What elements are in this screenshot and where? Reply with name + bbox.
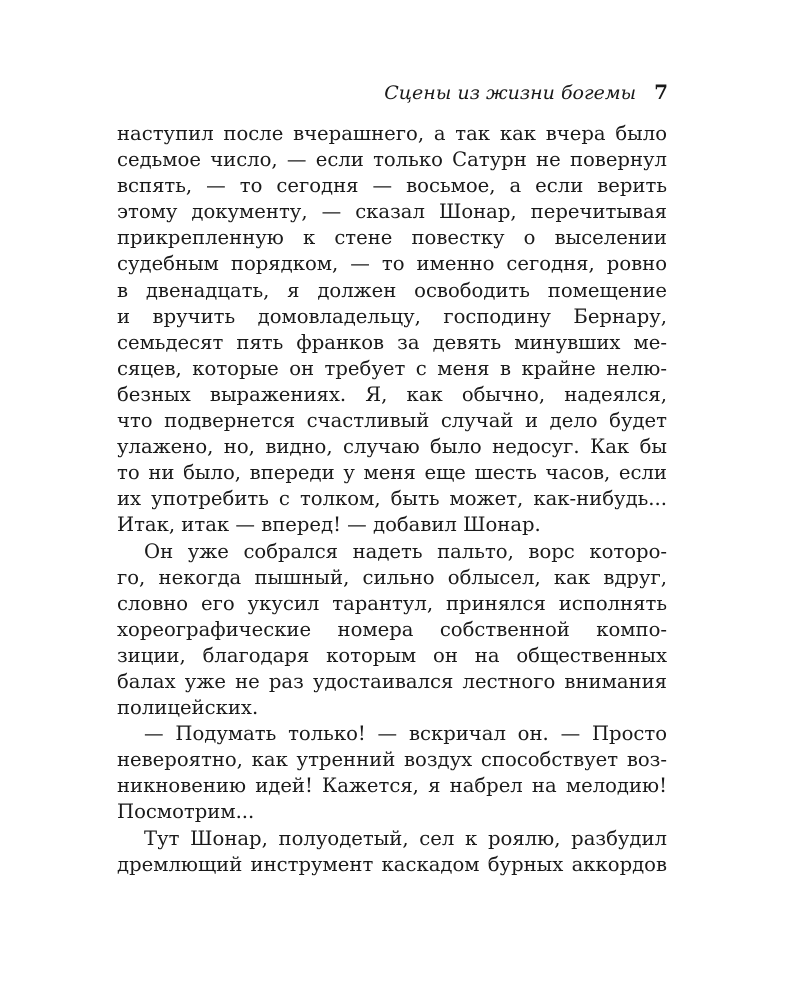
body-text <box>117 121 667 878</box>
text-line: Он уже собрался надеть пальто, ворс которо- <box>144 539 667 563</box>
text-line: улажено, но, видно, случаю было недосуг. Как бы <box>117 435 667 459</box>
text-line: седьмое число, — если только Сатурн не повернул <box>117 148 667 172</box>
text-line: полицейских. <box>117 696 259 720</box>
text-line: то ни было, впереди у меня еще шесть часов, если <box>117 461 667 485</box>
text-line: семьдесят пять франков за девять минувших ме- <box>117 330 667 354</box>
text-line: словно его укусил тарантул, принялся исполнять <box>117 591 667 615</box>
text-line: зиции, благодаря которым он на общественных <box>117 643 667 667</box>
text-line: хореографические номера собственной компо- <box>117 617 667 641</box>
text-line: в двенадцать, я должен освободить помещение <box>117 278 667 302</box>
text-line: сяцев, которые он требует с меня в крайне нелю- <box>117 356 667 380</box>
text-line: этому документу, — сказал Шонар, перечитывая <box>117 200 667 224</box>
text-line: — Подумать только! — вскричал он. — Просто <box>144 722 667 746</box>
text-line: невероятно, как утренний воздух способствует воз- <box>117 748 667 772</box>
text-line: никновению идей! Кажется, я набрел на мелодию! <box>117 774 667 798</box>
text-line: Тут Шонар, полуодетый, сел к роялю, разбудил <box>144 826 667 850</box>
text-line: Итак, итак — вперед! — добавил Шонар. <box>117 513 541 537</box>
text-line: и вручить домовладельцу, господину Бернару, <box>117 304 667 328</box>
text-line: наступил после вчерашнего, а так как вчера было <box>117 122 667 145</box>
page-number: 7 <box>654 80 668 104</box>
text-line: судебным порядком, — то именно сегодня, ровно <box>117 252 667 276</box>
text-line: безных выражениях. Я, как обычно, надеялся, <box>117 382 667 406</box>
text-line: го, некогда пышный, сильно облысел, как вдруг, <box>117 565 667 589</box>
text-line: Посмотрим... <box>117 800 255 824</box>
text-line: дремлющий инструмент каскадом бурных аккордов <box>117 852 667 876</box>
text-line: прикрепленную к стене повестку о выселении <box>117 226 667 250</box>
running-head <box>384 80 668 104</box>
text-line: их употребить с толком, быть может, как-нибудь... <box>117 487 667 511</box>
text-line: что подвернется счастливый случай и дело будет <box>117 409 667 433</box>
text-line: балах уже не раз удостаивался лестного внимания <box>117 669 667 693</box>
text-line: вспять, — то сегодня — восьмое, а если верить <box>117 174 667 198</box>
running-head-title: Сцены из жизни богемы <box>384 82 637 104</box>
